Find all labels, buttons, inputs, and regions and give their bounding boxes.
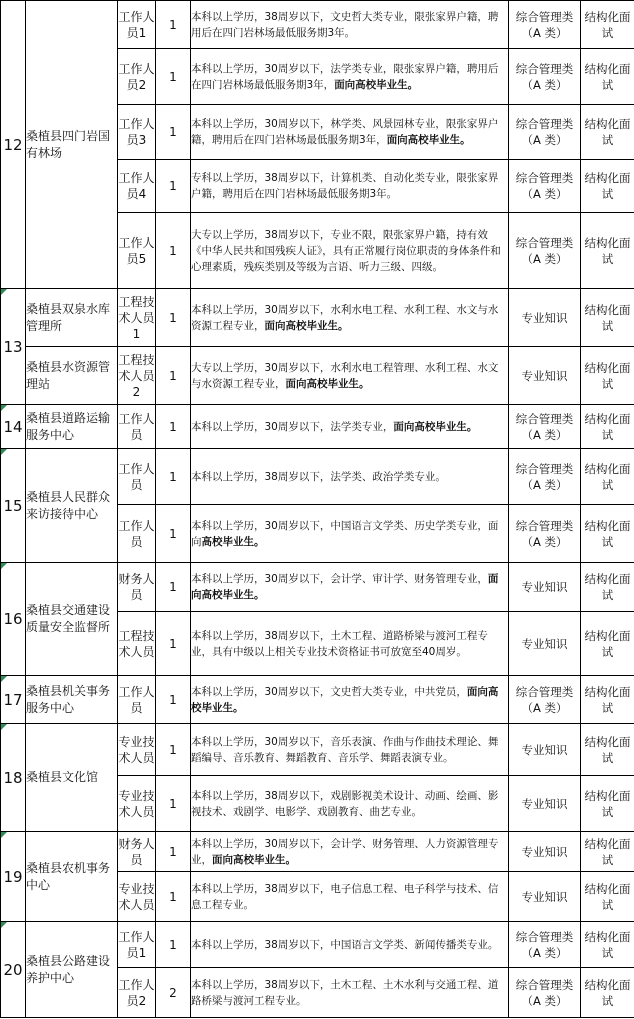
interview-type: 结构化面试 xyxy=(581,347,634,405)
interview-type: 结构化面试 xyxy=(581,1,634,49)
requirements: 本科以上学历，38周岁以下，法学类、政治学类专业。 xyxy=(191,449,509,505)
group-marker-icon xyxy=(1,724,7,730)
position-name: 工作人员2 xyxy=(118,49,156,105)
headcount: 1 xyxy=(156,347,191,405)
interview-type: 结构化面试 xyxy=(581,872,634,922)
position-name: 工作人员 xyxy=(118,449,156,505)
interview-type: 结构化面试 xyxy=(581,505,634,563)
exam-type: 综合管理类（A 类） xyxy=(509,405,581,449)
interview-type: 结构化面试 xyxy=(581,49,634,105)
group-marker-icon xyxy=(1,832,7,838)
exam-type: 专业知识 xyxy=(509,724,581,776)
table-row xyxy=(1,449,634,505)
position-name: 财务人员 xyxy=(118,563,156,612)
requirements: 本科以上学历，38周岁以下，中国语言文学类、新闻传播类专业。 xyxy=(191,922,509,968)
group-marker-icon xyxy=(1,405,7,411)
requirements: 本科以上学历，38周岁以下，土木工程、道路桥梁与渡河工程专业，具有中级以上相关专业技术资格证书可放宽至40周岁。 xyxy=(191,612,509,676)
position-name: 工作人员3 xyxy=(118,105,156,160)
requirements: 本科以上学历，30周岁以下，林学类、风景园林专业，限张家界户籍，聘用后在四门岩林场最低服务期3年，面向高校毕业生。 xyxy=(191,105,509,160)
position-name: 工程技术人员 xyxy=(118,612,156,676)
requirements: 大专以上学历，30周岁以下，水利水电工程管理、水利工程、水文与水资源工程专业，面向高校毕业生。 xyxy=(191,347,509,405)
requirements: 大专以上学历，38周岁以下，专业不限，限张家界户籍，持有效《中华人民共和国残疾人证》，具有正常履行岗位职责的身体条件和心理素质，残疾类别及等级为言语、听力三级、四级。 xyxy=(191,213,509,289)
exam-type: 综合管理类（A 类） xyxy=(509,105,581,160)
exam-type: 专业知识 xyxy=(509,832,581,872)
headcount: 1 xyxy=(156,105,191,160)
position-name: 专业技术人员 xyxy=(118,872,156,922)
position-name: 工作人员5 xyxy=(118,213,156,289)
exam-type: 综合管理类（A 类） xyxy=(509,922,581,968)
unit-name: 桑植县农机事务中心 xyxy=(26,832,118,922)
requirements: 本科以上学历，38周岁以下，戏剧影视美术设计、动画、绘画、影视技术、戏剧学、电影学、戏剧教育、曲艺专业。 xyxy=(191,776,509,832)
table-body xyxy=(1,1,634,1018)
interview-type: 结构化面试 xyxy=(581,449,634,505)
exam-type: 综合管理类（A 类） xyxy=(509,505,581,563)
unit-name: 桑植县四门岩国有林场 xyxy=(26,1,118,289)
interview-type: 结构化面试 xyxy=(581,612,634,676)
position-name: 工程技术人员2 xyxy=(118,347,156,405)
headcount: 1 xyxy=(156,289,191,347)
headcount: 1 xyxy=(156,563,191,612)
exam-type: 综合管理类（A 类） xyxy=(509,1,581,49)
table-row xyxy=(1,832,634,872)
requirements: 本科以上学历，30周岁以下，中国语言文学类、历史学类专业，面向高校毕业生。 xyxy=(191,505,509,563)
interview-type: 结构化面试 xyxy=(581,922,634,968)
exam-type: 综合管理类（A 类） xyxy=(509,968,581,1018)
position-name: 工程技术人员1 xyxy=(118,289,156,347)
exam-type: 专业知识 xyxy=(509,776,581,832)
exam-type: 专业知识 xyxy=(509,612,581,676)
group-number: 16 xyxy=(1,563,26,676)
table-row xyxy=(1,676,634,724)
group-number: 20 xyxy=(1,922,26,1018)
group-number: 18 xyxy=(1,724,26,832)
exam-type: 综合管理类（A 类） xyxy=(509,213,581,289)
group-marker-icon xyxy=(1,563,7,569)
position-name: 工作人员 xyxy=(118,505,156,563)
headcount: 1 xyxy=(156,505,191,563)
group-number: 15 xyxy=(1,449,26,563)
unit-name: 桑植县双泉水库管理所 xyxy=(26,289,118,347)
requirements: 本科以上学历，38周岁以下，土木工程、土木水利与交通工程、道路桥梁与渡河工程专业。 xyxy=(191,968,509,1018)
position-name: 专业技术人员 xyxy=(118,724,156,776)
table-row xyxy=(1,347,634,405)
unit-name: 桑植县交通建设质量安全监督所 xyxy=(26,563,118,676)
unit-name: 桑植县文化馆 xyxy=(26,724,118,832)
headcount: 1 xyxy=(156,832,191,872)
table-row xyxy=(1,724,634,776)
table-row xyxy=(1,563,634,612)
interview-type: 结构化面试 xyxy=(581,832,634,872)
requirements: 本科以上学历，38周岁以下，文史哲大类专业，限张家界户籍，聘用后在四门岩林场最低服务期3年。 xyxy=(191,1,509,49)
table-row xyxy=(1,922,634,968)
interview-type: 结构化面试 xyxy=(581,776,634,832)
interview-type: 结构化面试 xyxy=(581,105,634,160)
headcount: 1 xyxy=(156,1,191,49)
interview-type: 结构化面试 xyxy=(581,213,634,289)
position-name: 工作人员1 xyxy=(118,1,156,49)
exam-type: 专业知识 xyxy=(509,347,581,405)
group-number: 13 xyxy=(1,289,26,405)
position-name: 工作人员4 xyxy=(118,160,156,213)
headcount: 2 xyxy=(156,968,191,1018)
group-marker-icon xyxy=(1,449,7,455)
headcount: 1 xyxy=(156,776,191,832)
position-name: 工作人员 xyxy=(118,676,156,724)
position-name: 工作人员1 xyxy=(118,922,156,968)
headcount: 1 xyxy=(156,449,191,505)
table-row xyxy=(1,405,634,449)
group-marker-icon xyxy=(1,676,7,682)
headcount: 1 xyxy=(156,213,191,289)
group-number: 14 xyxy=(1,405,26,449)
requirements: 本科以上学历，30周岁以下，水利水电工程、水利工程、水文与水资源工程专业，面向高校毕业生。 xyxy=(191,289,509,347)
interview-type: 结构化面试 xyxy=(581,405,634,449)
headcount: 1 xyxy=(156,405,191,449)
table-row xyxy=(1,289,634,347)
group-marker-icon xyxy=(1,289,7,295)
requirements: 本科以上学历，30周岁以下，会计学、财务管理、人力资源管理专业，面向高校毕业生。 xyxy=(191,832,509,872)
position-name: 工作人员2 xyxy=(118,968,156,1018)
interview-type: 结构化面试 xyxy=(581,676,634,724)
headcount: 1 xyxy=(156,160,191,213)
position-name: 专业技术人员 xyxy=(118,776,156,832)
interview-type: 结构化面试 xyxy=(581,968,634,1018)
exam-type: 综合管理类（A 类） xyxy=(509,449,581,505)
requirements: 本科以上学历，30周岁以下，会计学、审计学、财务管理专业，面向高校毕业生。 xyxy=(191,563,509,612)
group-number: 12 xyxy=(1,1,26,289)
requirements: 专科以上学历，38周岁以下，计算机类、自动化类专业，限张家界户籍，聘用后在四门岩林场最低服务期3年。 xyxy=(191,160,509,213)
requirements: 本科以上学历，30周岁以下，音乐表演、作曲与作曲技术理论、舞蹈编导、音乐教育、舞蹈教育、音乐学、舞蹈表演专业。 xyxy=(191,724,509,776)
exam-type: 综合管理类（A 类） xyxy=(509,49,581,105)
requirements: 本科以上学历，38周岁以下，电子信息工程、电子科学与技术、信息工程专业。 xyxy=(191,872,509,922)
headcount: 1 xyxy=(156,922,191,968)
interview-type: 结构化面试 xyxy=(581,289,634,347)
unit-name: 桑植县公路建设养护中心 xyxy=(26,922,118,1018)
interview-type: 结构化面试 xyxy=(581,160,634,213)
exam-type: 综合管理类（A 类） xyxy=(509,160,581,213)
unit-name: 桑植县水资源管理站 xyxy=(26,347,118,405)
group-number: 19 xyxy=(1,832,26,922)
headcount: 1 xyxy=(156,49,191,105)
headcount: 1 xyxy=(156,724,191,776)
unit-name: 桑植县道路运输服务中心 xyxy=(26,405,118,449)
headcount: 1 xyxy=(156,676,191,724)
position-name: 工作人员 xyxy=(118,405,156,449)
exam-type: 专业知识 xyxy=(509,289,581,347)
requirements: 本科以上学历，30周岁以下，法学类专业，面向高校毕业生。 xyxy=(191,405,509,449)
headcount: 1 xyxy=(156,612,191,676)
requirements: 本科以上学历，30周岁以下，文史哲大类专业，中共党员，面向高校毕业生。 xyxy=(191,676,509,724)
exam-type: 专业知识 xyxy=(509,563,581,612)
requirements: 本科以上学历，30周岁以下，法学类专业，限张家界户籍，聘用后在四门岩林场最低服务期3年，面向高校毕业生。 xyxy=(191,49,509,105)
table-row xyxy=(1,1,634,49)
exam-type: 专业知识 xyxy=(509,872,581,922)
unit-name: 桑植县人民群众来访接待中心 xyxy=(26,449,118,563)
interview-type: 结构化面试 xyxy=(581,724,634,776)
unit-name: 桑植县机关事务服务中心 xyxy=(26,676,118,724)
headcount: 1 xyxy=(156,872,191,922)
group-marker-icon xyxy=(1,922,7,928)
group-number: 17 xyxy=(1,676,26,724)
interview-type: 结构化面试 xyxy=(581,563,634,612)
position-name: 财务人员 xyxy=(118,832,156,872)
exam-type: 综合管理类（A 类） xyxy=(509,676,581,724)
